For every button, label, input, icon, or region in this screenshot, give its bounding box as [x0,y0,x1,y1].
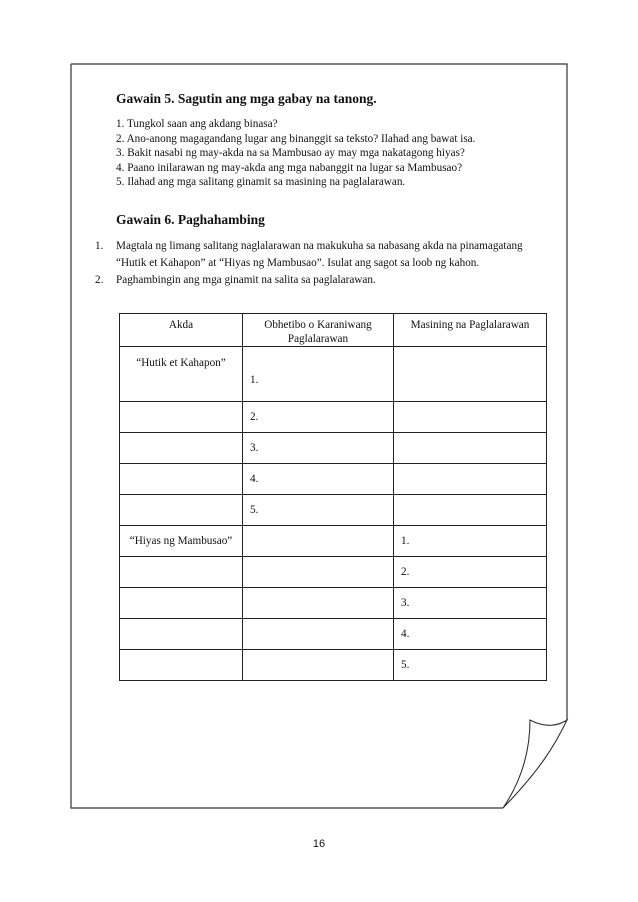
akda-cell: “Hutik et Kahapon” [136,357,226,369]
question-item: 2. Ano-anong magagandang lugar ang binanggit sa teksto? Ilahad ang bawat isa. [116,132,476,145]
page-curl-icon [503,720,567,808]
akda-cell[interactable] [120,557,243,588]
table-row [120,588,547,619]
table-row [120,650,547,681]
instruction-line: Paghambingin ang mga ginamit na salita sa paglalarawan. [116,274,376,286]
gawain5-title: Gawain 5. Sagutin ang mga gabay na tanong. [116,91,377,106]
page-number: 16 [312,838,326,850]
answer-cell[interactable] [394,347,547,402]
answer-cell[interactable]: 3. [243,433,394,464]
akda-cell[interactable] [120,464,243,495]
akda-cell[interactable] [120,495,243,526]
answer-cell[interactable] [394,433,547,464]
question-item: 1. Tungkol saan ang akdang binasa? [116,118,278,130]
question-item: 3. Bakit nasabi ng may-akda na sa Mambusao ay may mga nakatagong hiyas? [116,147,465,160]
answer-cell[interactable] [394,495,547,526]
answer-cell[interactable]: 3. [394,588,547,619]
table-row [120,347,547,402]
table-row [120,433,547,464]
table-row [120,526,547,557]
answer-cell[interactable]: 5. [394,650,547,681]
akda-cell[interactable] [120,588,243,619]
instruction-line: Magtala ng limang salitang naglalarawan na makukuha sa nabasang akda na pinamagatang [116,240,523,252]
answer-cell[interactable] [394,402,547,433]
gawain6-title: Gawain 6. Paghahambing [116,212,265,227]
akda-cell: “Hiyas ng Mambusao” [129,535,233,547]
question-item: 5. Ilahad ang mga salitang ginamit sa masining na paglalarawan. [116,176,406,189]
table-row [120,619,547,650]
answer-cell[interactable]: 4. [394,619,547,650]
answer-cell[interactable] [243,650,394,681]
akda-cell[interactable] [120,619,243,650]
answer-cell[interactable]: 4. [243,464,394,495]
header-obhetibo: Obhetibo o Karaniwang Paglalarawan [243,314,394,347]
answer-cell[interactable]: 5. [243,495,394,526]
instruction-number: 2. [95,274,104,286]
header-akda: Akda [120,314,243,347]
question-item: 4. Paano inilarawan ng may-akda ang mga nabanggit na lugar sa Mambusao? [116,161,463,174]
answer-cell[interactable] [243,526,394,557]
instruction-line: “Hutik et Kahapon” at “Hiyas ng Mambusao”. Isulat ang sagot sa loob ng kahon. [116,257,480,269]
table-row [120,557,547,588]
table-row [120,464,547,495]
akda-cell[interactable] [120,650,243,681]
gawain5-questions [116,117,475,190]
comparison-table [119,313,547,681]
answer-cell[interactable] [243,588,394,619]
table-row [120,495,547,526]
answer-cell[interactable] [243,557,394,588]
answer-cell[interactable]: 2. [243,402,394,433]
akda-cell[interactable] [120,402,243,433]
answer-cell[interactable]: 1. [394,526,547,557]
table-row [120,402,547,433]
instruction-number: 1. [95,240,104,252]
answer-cell[interactable]: 2. [394,557,547,588]
answer-cell[interactable]: 1. [243,347,394,402]
answer-cell[interactable] [394,464,547,495]
table-header-row [120,314,547,347]
answer-cell[interactable] [243,619,394,650]
header-masining: Masining na Paglalarawan [394,314,547,347]
akda-cell[interactable] [120,433,243,464]
